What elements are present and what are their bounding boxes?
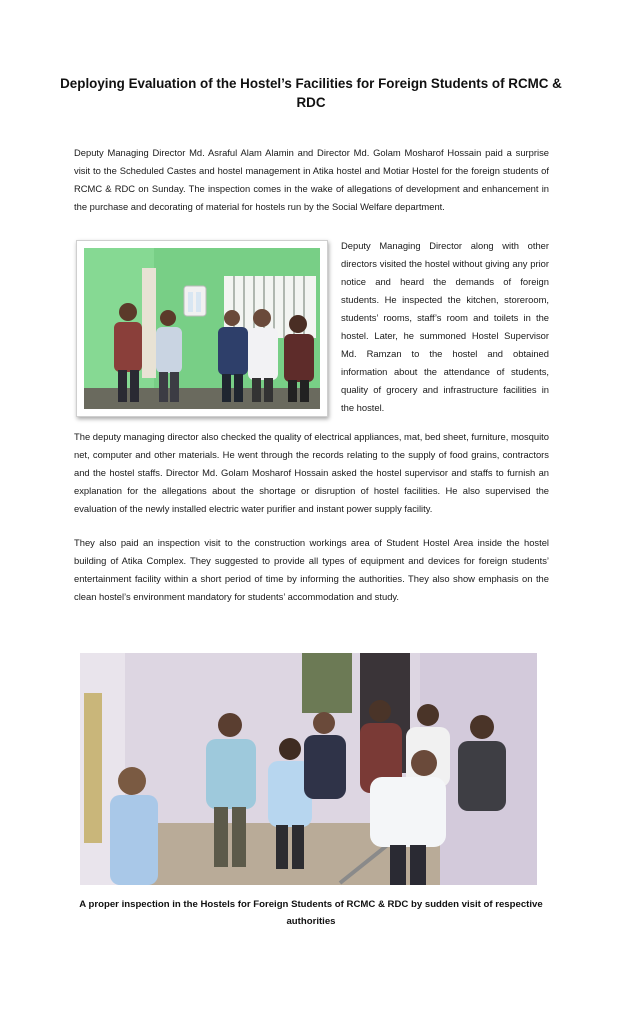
- inspection-photo-room: [76, 240, 328, 417]
- photo-illustration-stairwell: [80, 653, 537, 885]
- paragraph-construction-visit: They also paid an inspection visit to the construction workings area of Student Hostel Area inside the hostel building of Atika Complex. They suggested to provide all types of equipment and devices for foreign students’ entertainment facility within a short period of time by informing the authorities. They also show emphasis on the clean hostel’s environment mandatory for students’ accommodation and study.: [74, 537, 549, 602]
- paragraph-quality-check: The deputy managing director also checked the quality of electrical appliances, mat, bed sheet, furniture, mosquito net, computer and other materials. He went through the records relating to the supply of food grains, contractors and the hostel staffs. Director Md. Golam Mosharof Hossain asked the hostel supervisor and staffs to furnish an explanation for the allegations about the shortage or disruption of hostel facilities. He also supervised the evaluation of the newly installed electric water purifier and instant power supply facility.: [74, 431, 549, 514]
- photo-caption: A proper inspection in the Hostels for Foreign Students of RCMC & RDC by sudden visit of respective authorities: [79, 899, 543, 927]
- paragraph-intro: Deputy Managing Director Md. Asraful Alam Alamin and Director Md. Golam Mosharof Hossain paid a surprise visit to the Scheduled Castes and hostel management in Atika hostel and Motiar Hostel for the foreign students of RCMC & RDC on Sunday. The inspection comes in the wake of allegations of development and enhancement in the purchase and decorating of material for hostels run by the Social Welfare department.: [74, 147, 549, 212]
- paragraph-inspection: Deputy Managing Director along with other directors visited the hostel without giving any prior notice and heard the demands of foreign students. He inspected the kitchen, storeroom, students’ rooms, staff’s room and toilets in the hostel. Later, he summoned Hostel Supervisor Md. Ramzan to the hostel and obtained information about the attendance of students, quality of grocery and infrastructure facilities in the hostel.: [341, 240, 549, 413]
- inspection-photo-stairwell: [80, 653, 537, 885]
- photo-illustration-room: [84, 248, 320, 409]
- page-title: Deploying Evaluation of the Hostel’s Facilities for Foreign Students of RCMC & RDC: [60, 76, 562, 110]
